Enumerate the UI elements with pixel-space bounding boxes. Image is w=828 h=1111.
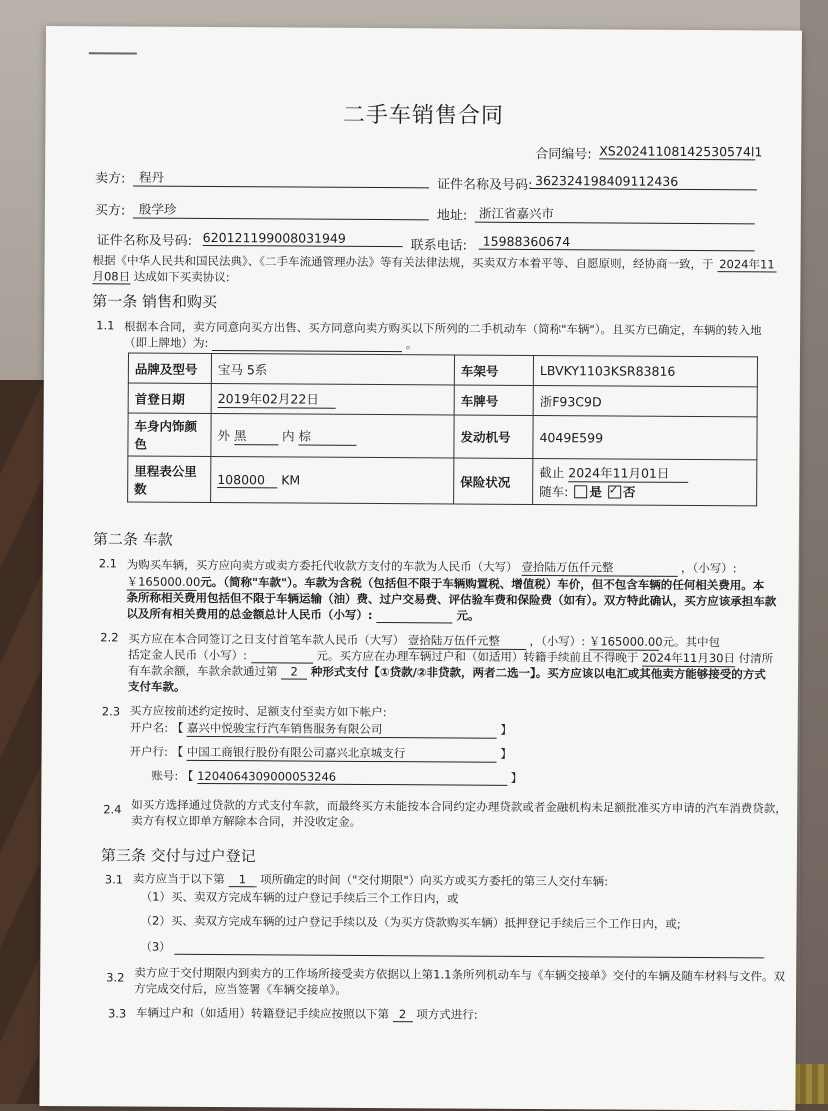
engine-value: 4049E599 xyxy=(533,415,757,459)
bracket-open: 【 xyxy=(171,744,184,759)
ext-color: 黑 xyxy=(234,426,278,445)
p31-option-2: （2）买、卖双方完成车辆的过户登记手续以及（为买方贷款购买车辆）抵押登记手续后三个工作日内，或; xyxy=(140,913,681,931)
bracket-close: 】 xyxy=(510,770,523,785)
table-row xyxy=(128,353,757,387)
p11-line-2-text: （即上牌地）为: xyxy=(124,335,209,350)
bracket-close: 】 xyxy=(500,746,512,761)
color-label-line2: 色 xyxy=(134,436,148,452)
p21-text-4: 以及所有相关费用的总金额总计人民币（小写）: xyxy=(126,606,373,623)
table-row xyxy=(128,413,757,460)
p21-line-3: 条所称相关费用包括但不限于车辆运输（油）费、过户交易费、评估验车费和保险费（如有）。双方特此确认，买方应该承担车款 xyxy=(126,590,777,609)
reg-label: 首登日期 xyxy=(128,383,211,414)
ext-prefix: 外 xyxy=(217,427,231,443)
p22-amount-lower: ￥165000.00 xyxy=(588,634,663,649)
p31-number: 3.1 xyxy=(104,872,124,887)
no-checkbox-checked[interactable] xyxy=(608,485,621,498)
p31-text-1b: 项所确定的时间（"交付期限"）向买方或买方委托的第三人交付车辆: xyxy=(260,872,609,889)
p33-option-number: 2 xyxy=(393,1007,413,1022)
account-name-label: 开户名: xyxy=(129,720,169,735)
reg-cell xyxy=(211,384,454,415)
p31-option-3-label: （3） xyxy=(140,939,171,954)
contract-no-label: 合同编号: xyxy=(535,146,592,163)
p22-text-2b: 元。买方应在办理车辆过户和（如适用）转籍手续前且不得晚于 xyxy=(316,648,639,665)
p22-text-3b: 种形式支付【①贷款/②非贷款，两者二选一】。买方应该以电汇或其他卖方能够接受的方式 xyxy=(310,664,766,682)
table-row xyxy=(128,383,757,417)
p33-line-1 xyxy=(136,1005,478,1023)
insurance-cell xyxy=(533,458,757,505)
brand-label: 品牌及型号 xyxy=(128,353,211,384)
p22-text-1b: ，（小写）: xyxy=(529,633,586,649)
p33-text-1b: 项方式进行: xyxy=(416,1007,478,1022)
insurance-label: 保险状况 xyxy=(454,458,533,504)
section3-heading: 第三条 交付与过户登记 xyxy=(100,846,256,866)
p31-text-1: 卖方应当于以下第 xyxy=(132,871,225,887)
vehicle-table xyxy=(127,353,758,507)
p21-amount-lower: ￥165000.00 xyxy=(126,574,201,589)
p24-line-2: 卖方有权立即单方解除本合同，并没收定金。 xyxy=(131,813,362,829)
mileage-label-line2: 数 xyxy=(134,481,147,497)
p22-number: 2.2 xyxy=(100,630,119,645)
p23-number: 2.3 xyxy=(101,704,121,719)
buyer-address-value: 浙江省嘉兴市 xyxy=(475,204,755,225)
contract-title: 二手车销售合同 xyxy=(342,102,505,129)
account-no-value: 1204064309000053246 xyxy=(197,769,507,786)
p21-number: 2.1 xyxy=(98,556,118,571)
p33-text-1: 车辆过户和（如适用）转籍登记手续应按照以下第 xyxy=(135,1005,390,1022)
buyer-name: 殷学珍 xyxy=(133,200,429,221)
mileage-cell xyxy=(211,457,454,504)
buyer-phone-label: 联系电话: xyxy=(410,238,468,254)
intro-line-2 xyxy=(92,268,229,285)
p32-line-1: 卖方应于交付期限内到卖方的工作场所接受卖方依据以上第1.1条所列机动车与《车辆交接单》交付的车辆及随车材料与文件。双 xyxy=(134,965,786,984)
p21-text-1: 为购买车辆，买方应向卖方或卖方委托代收款方支付的车款为人民币（大写） xyxy=(126,557,518,574)
intro-date-2: 月08日 xyxy=(92,269,131,284)
with-car-label: 随车: xyxy=(539,484,569,500)
p33-number: 3.3 xyxy=(107,1006,127,1021)
frame-value: LBVKY1103KSR83816 xyxy=(533,355,757,386)
plate-value: 浙F93C9D xyxy=(533,385,757,416)
int-prefix: 内 xyxy=(281,427,295,444)
seller-id-value: 362324198409112436 xyxy=(531,173,757,190)
p22-line-4: 支付车款。 xyxy=(127,679,186,694)
yes-label: 是 xyxy=(589,484,602,500)
int-color: 棕 xyxy=(298,426,356,445)
section1-heading: 第一条 销售和购买 xyxy=(92,292,218,312)
p22-amount-upper: 壹拾陆万伍仟元整 xyxy=(408,632,526,650)
contract-no-value: XS20241108142530574l1 xyxy=(599,143,763,160)
intro-text: 根据《中华人民共和国民法典》、《二手车流通管理办法》等有关法律法规，买卖双方本着平等、自愿原则，经协商一致，于 xyxy=(92,253,714,272)
account-bank-label: 开户行: xyxy=(129,744,168,759)
seller-label: 卖方: xyxy=(95,171,126,187)
p22-text-1c: 元。其中包 xyxy=(662,634,721,650)
background-right xyxy=(800,0,828,1104)
insurance-prefix: 截止 xyxy=(539,465,565,481)
p31-option-3 xyxy=(140,939,764,959)
p11-line-2 xyxy=(124,334,417,352)
reg-value: 2019年02月22日 xyxy=(218,389,336,409)
staple-mark xyxy=(89,52,137,54)
p23-line-1: 买方应按前述约定按时、足额支付至卖方如下帐户: xyxy=(129,703,387,720)
brand-value: 宝马 5系 xyxy=(211,354,454,385)
mileage-value: 108000 xyxy=(217,472,277,488)
p22-due-date: 2024年11月30日 xyxy=(641,650,736,666)
seller-name: 程丹 xyxy=(133,168,429,189)
p22-method-number: 2 xyxy=(281,664,307,679)
p22-text-2: 括定金人民币（小写）: xyxy=(128,647,248,663)
mileage-label-line1: 里程表公里 xyxy=(134,463,197,479)
color-label-line1: 车身内饰颜 xyxy=(134,418,198,434)
buyer-label: 买方: xyxy=(94,203,126,219)
p32-line-2: 方完成交付后，应当签署《车辆交接单》。 xyxy=(134,981,347,997)
color-label xyxy=(128,413,211,457)
p21-text-4b: 元。 xyxy=(456,608,480,623)
buyer-id-label: 证件名称及号码: xyxy=(96,233,193,249)
p22-text-3: 有车款余额，车款余款通过第 xyxy=(128,663,278,679)
p21-text-2: 元。（简称"车款"）。车款为含税（包括但不限于车辆购置税、增值税）车价，但不包含车辆的任何相关费用。本 xyxy=(200,574,765,593)
p22-line-3 xyxy=(128,663,766,683)
engine-label: 发动机号 xyxy=(454,415,533,458)
frame-label: 车架号 xyxy=(454,355,533,385)
p32-number: 3.2 xyxy=(106,970,125,985)
buyer-address-label: 地址: xyxy=(436,208,468,224)
p31-line-1 xyxy=(133,871,608,890)
p24-line-1: 如买方选择通过贷款的方式支付车款，而最终买方未能按本合同约定办理贷款或者金融机构未足额批准买方申请的汽车消费贷款， xyxy=(131,797,787,816)
account-bank-value: 中国工商银行股份有限公司嘉兴北京城支行 xyxy=(187,744,497,763)
account-bank-row xyxy=(130,744,512,763)
account-no-row xyxy=(151,768,522,786)
buyer-id-value: 620121199008031949 xyxy=(203,230,403,247)
p24-number: 2.4 xyxy=(103,802,122,817)
yes-checkbox[interactable] xyxy=(574,485,587,498)
p21-amount-upper: 壹拾陆万伍仟元整 xyxy=(521,559,677,577)
p31-option-number: 1 xyxy=(228,872,256,887)
p21-line-4 xyxy=(126,606,479,624)
account-name-value: 嘉兴中悦骏宝行汽车销售服务有限公司 xyxy=(187,720,497,739)
p11-line-2-end: 。 xyxy=(405,337,418,352)
p22-text-2c: 付清所 xyxy=(738,651,774,666)
p21-text-1b: ，（小写）: xyxy=(680,560,737,576)
mileage-label xyxy=(128,456,211,503)
no-label: 否 xyxy=(622,484,636,500)
p11-line-1: 根据本合同，卖方同意向买方出售、买方同意向卖方购买以下所列的二手机动车（简称"车辆"）。且买方已确定，车辆的转入地 xyxy=(124,319,762,338)
color-cell xyxy=(211,414,454,458)
buyer-phone-value: 15988360674 xyxy=(479,234,755,252)
p31-option-1: （1）买、卖双方完成车辆的过户登记手续后三个工作日内，或 xyxy=(140,889,459,906)
insurance-date: 2024年11月01日 xyxy=(568,463,688,483)
bracket-close: 】 xyxy=(500,722,513,737)
contract-page xyxy=(39,26,802,1111)
intro-text-2: 达成如下买卖协议: xyxy=(133,269,230,285)
account-name-row xyxy=(130,720,512,739)
section2-heading: 第二条 车款 xyxy=(92,530,173,549)
plate-label: 车牌号 xyxy=(454,385,533,415)
p11-number: 1.1 xyxy=(96,318,115,333)
mileage-unit: KM xyxy=(281,471,301,488)
p22-text-1: 买方应在本合同签订之日支付首笔车款人民币（大写） xyxy=(128,631,405,648)
seller-id-label: 证件名称及号码: xyxy=(436,177,533,193)
table-row xyxy=(128,456,757,506)
account-no-label: 账号: xyxy=(151,768,179,783)
bracket-open: 【 xyxy=(181,768,194,783)
bracket-open: 【 xyxy=(171,720,184,735)
intro-date-1: 2024年11 xyxy=(717,257,776,272)
